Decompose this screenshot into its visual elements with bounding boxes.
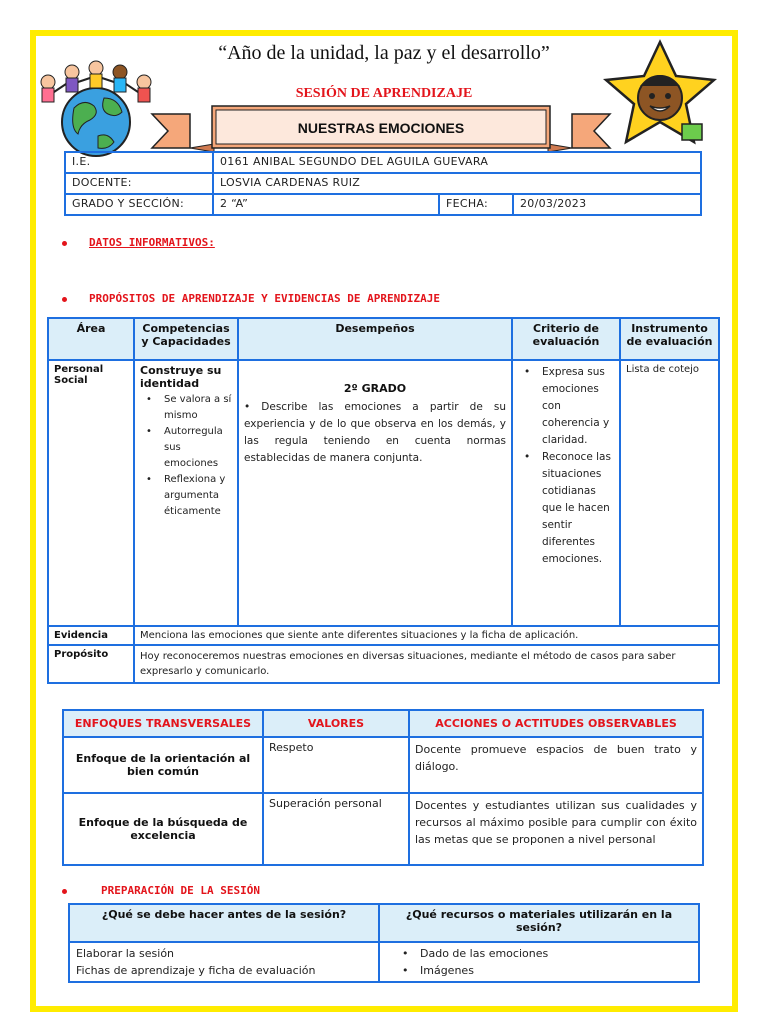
fecha-label: FECHA: (439, 194, 513, 215)
bullet-dot (62, 297, 67, 302)
list-item: Fichas de aprendizaje y ficha de evaluación (76, 964, 316, 977)
header-antes: ¿Qué se debe hacer antes de la sesión? (69, 904, 379, 942)
enfoque-cell: Enfoque de la búsqueda de excelencia (63, 793, 263, 865)
ie-value: 0161 ANIBAL SEGUNDO DEL AGUILA GUEVARA (213, 152, 701, 173)
grado-value: 2 “A” (213, 194, 439, 215)
evidencia-value: Menciona las emociones que siente ante diferentes situaciones y la ficha de aplicación. (134, 626, 719, 645)
header-valores: VALORES (263, 710, 409, 737)
recursos-list (386, 945, 692, 979)
proposito-value: Hoy reconoceremos nuestras emociones en diversas situaciones, mediante el método de casos para saber expresarlo y comunicarlo. (134, 645, 719, 683)
list-item: • Autorregula sus emociones (140, 424, 232, 472)
list-item: • Expresa sus emociones con coherencia y claridad. (518, 364, 614, 449)
section-preparacion (62, 884, 260, 897)
grado-heading: 2º GRADO (343, 382, 407, 395)
competencia-title: Construye su identidad (140, 364, 222, 390)
motto-title: “Año de la unidad, la paz y el desarrollo” (218, 42, 550, 64)
docente-label: DOCENTE: (65, 173, 213, 194)
grado-label: GRADO Y SECCIÓN: (65, 194, 213, 215)
header-area: Área (48, 318, 134, 360)
list-item: • Se valora a sí mismo (140, 392, 232, 424)
desempenos-cell (238, 360, 512, 626)
valor-cell: Superación personal (263, 793, 409, 865)
section-propositos-label: PROPÓSITOS DE APRENDIZAJE Y EVIDENCIAS DE APRENDIZAJE (89, 292, 440, 305)
header-enfoques: ENFOQUES TRANSVERSALES (63, 710, 263, 737)
capacidades-list (140, 392, 232, 520)
evidencia-label: Evidencia (48, 626, 134, 645)
propositos-table (47, 317, 720, 684)
table-row (63, 737, 703, 793)
list-item: • Imágenes (396, 962, 692, 979)
section-datos-label: DATOS INFORMATIVOS: (89, 236, 215, 249)
list-item: Elaborar la sesión (76, 947, 175, 960)
list-item: • Reflexiona y argumenta éticamente (140, 472, 232, 520)
preparacion-table (68, 903, 700, 983)
antes-cell (69, 942, 379, 982)
section-propositos (62, 292, 440, 305)
session-title: NUESTRAS EMOCIONES (297, 120, 465, 136)
bullet-dot (62, 241, 67, 246)
accion-cell: Docentes y estudiantes utilizan sus cualidades y recursos al máximo posible para cumplir con éxito las metas que se proponen a nivel personal (409, 793, 703, 865)
desempeno-text: • Describe las emociones a partir de su experiencia y de lo que observa en los demás, y las regula teniendo en cuenta normas establecidas de manera conjunta. (244, 401, 506, 464)
header-instrumento: Instrumento de evaluación (620, 318, 719, 360)
area-cell: Personal Social (48, 360, 134, 626)
header-recursos: ¿Qué recursos o materiales utilizarán en la sesión? (379, 904, 699, 942)
section-preparacion-label: PREPARACIÓN DE LA SESIÓN (101, 884, 260, 897)
session-label: SESIÓN DE APRENDIZAJE (295, 86, 473, 101)
bullet-dot (62, 889, 67, 894)
proposito-label: Propósito (48, 645, 134, 683)
header-competencias: Competencias y Capacidades (134, 318, 238, 360)
fecha-value: 20/03/2023 (513, 194, 701, 215)
section-datos (62, 236, 215, 249)
globe-children-illustration (34, 58, 164, 158)
header-criterio: Criterio de evaluación (512, 318, 620, 360)
table-row (63, 793, 703, 865)
recursos-cell (379, 942, 699, 982)
enfoque-cell: Enfoque de la orientación al bien común (63, 737, 263, 793)
header-desempenos: Desempeños (238, 318, 512, 360)
enfoques-table (62, 709, 704, 866)
valor-cell: Respeto (263, 737, 409, 793)
list-item: • Dado de las emociones (396, 945, 692, 962)
criterio-cell (512, 360, 620, 626)
ie-label: I.E. (65, 152, 213, 173)
docente-value: LOSVIA CARDENAS RUIZ (213, 173, 701, 194)
accion-cell: Docente promueve espacios de buen trato y diálogo. (409, 737, 703, 793)
header-acciones: ACCIONES O ACTITUDES OBSERVABLES (409, 710, 703, 737)
list-item: • Reconoce las situaciones cotidianas que le hacen sentir diferentes emociones. (518, 449, 614, 568)
criterios-list (518, 364, 614, 568)
info-table (64, 151, 702, 216)
instrumento-cell: Lista de cotejo (620, 360, 719, 626)
competencias-cell (134, 360, 238, 626)
